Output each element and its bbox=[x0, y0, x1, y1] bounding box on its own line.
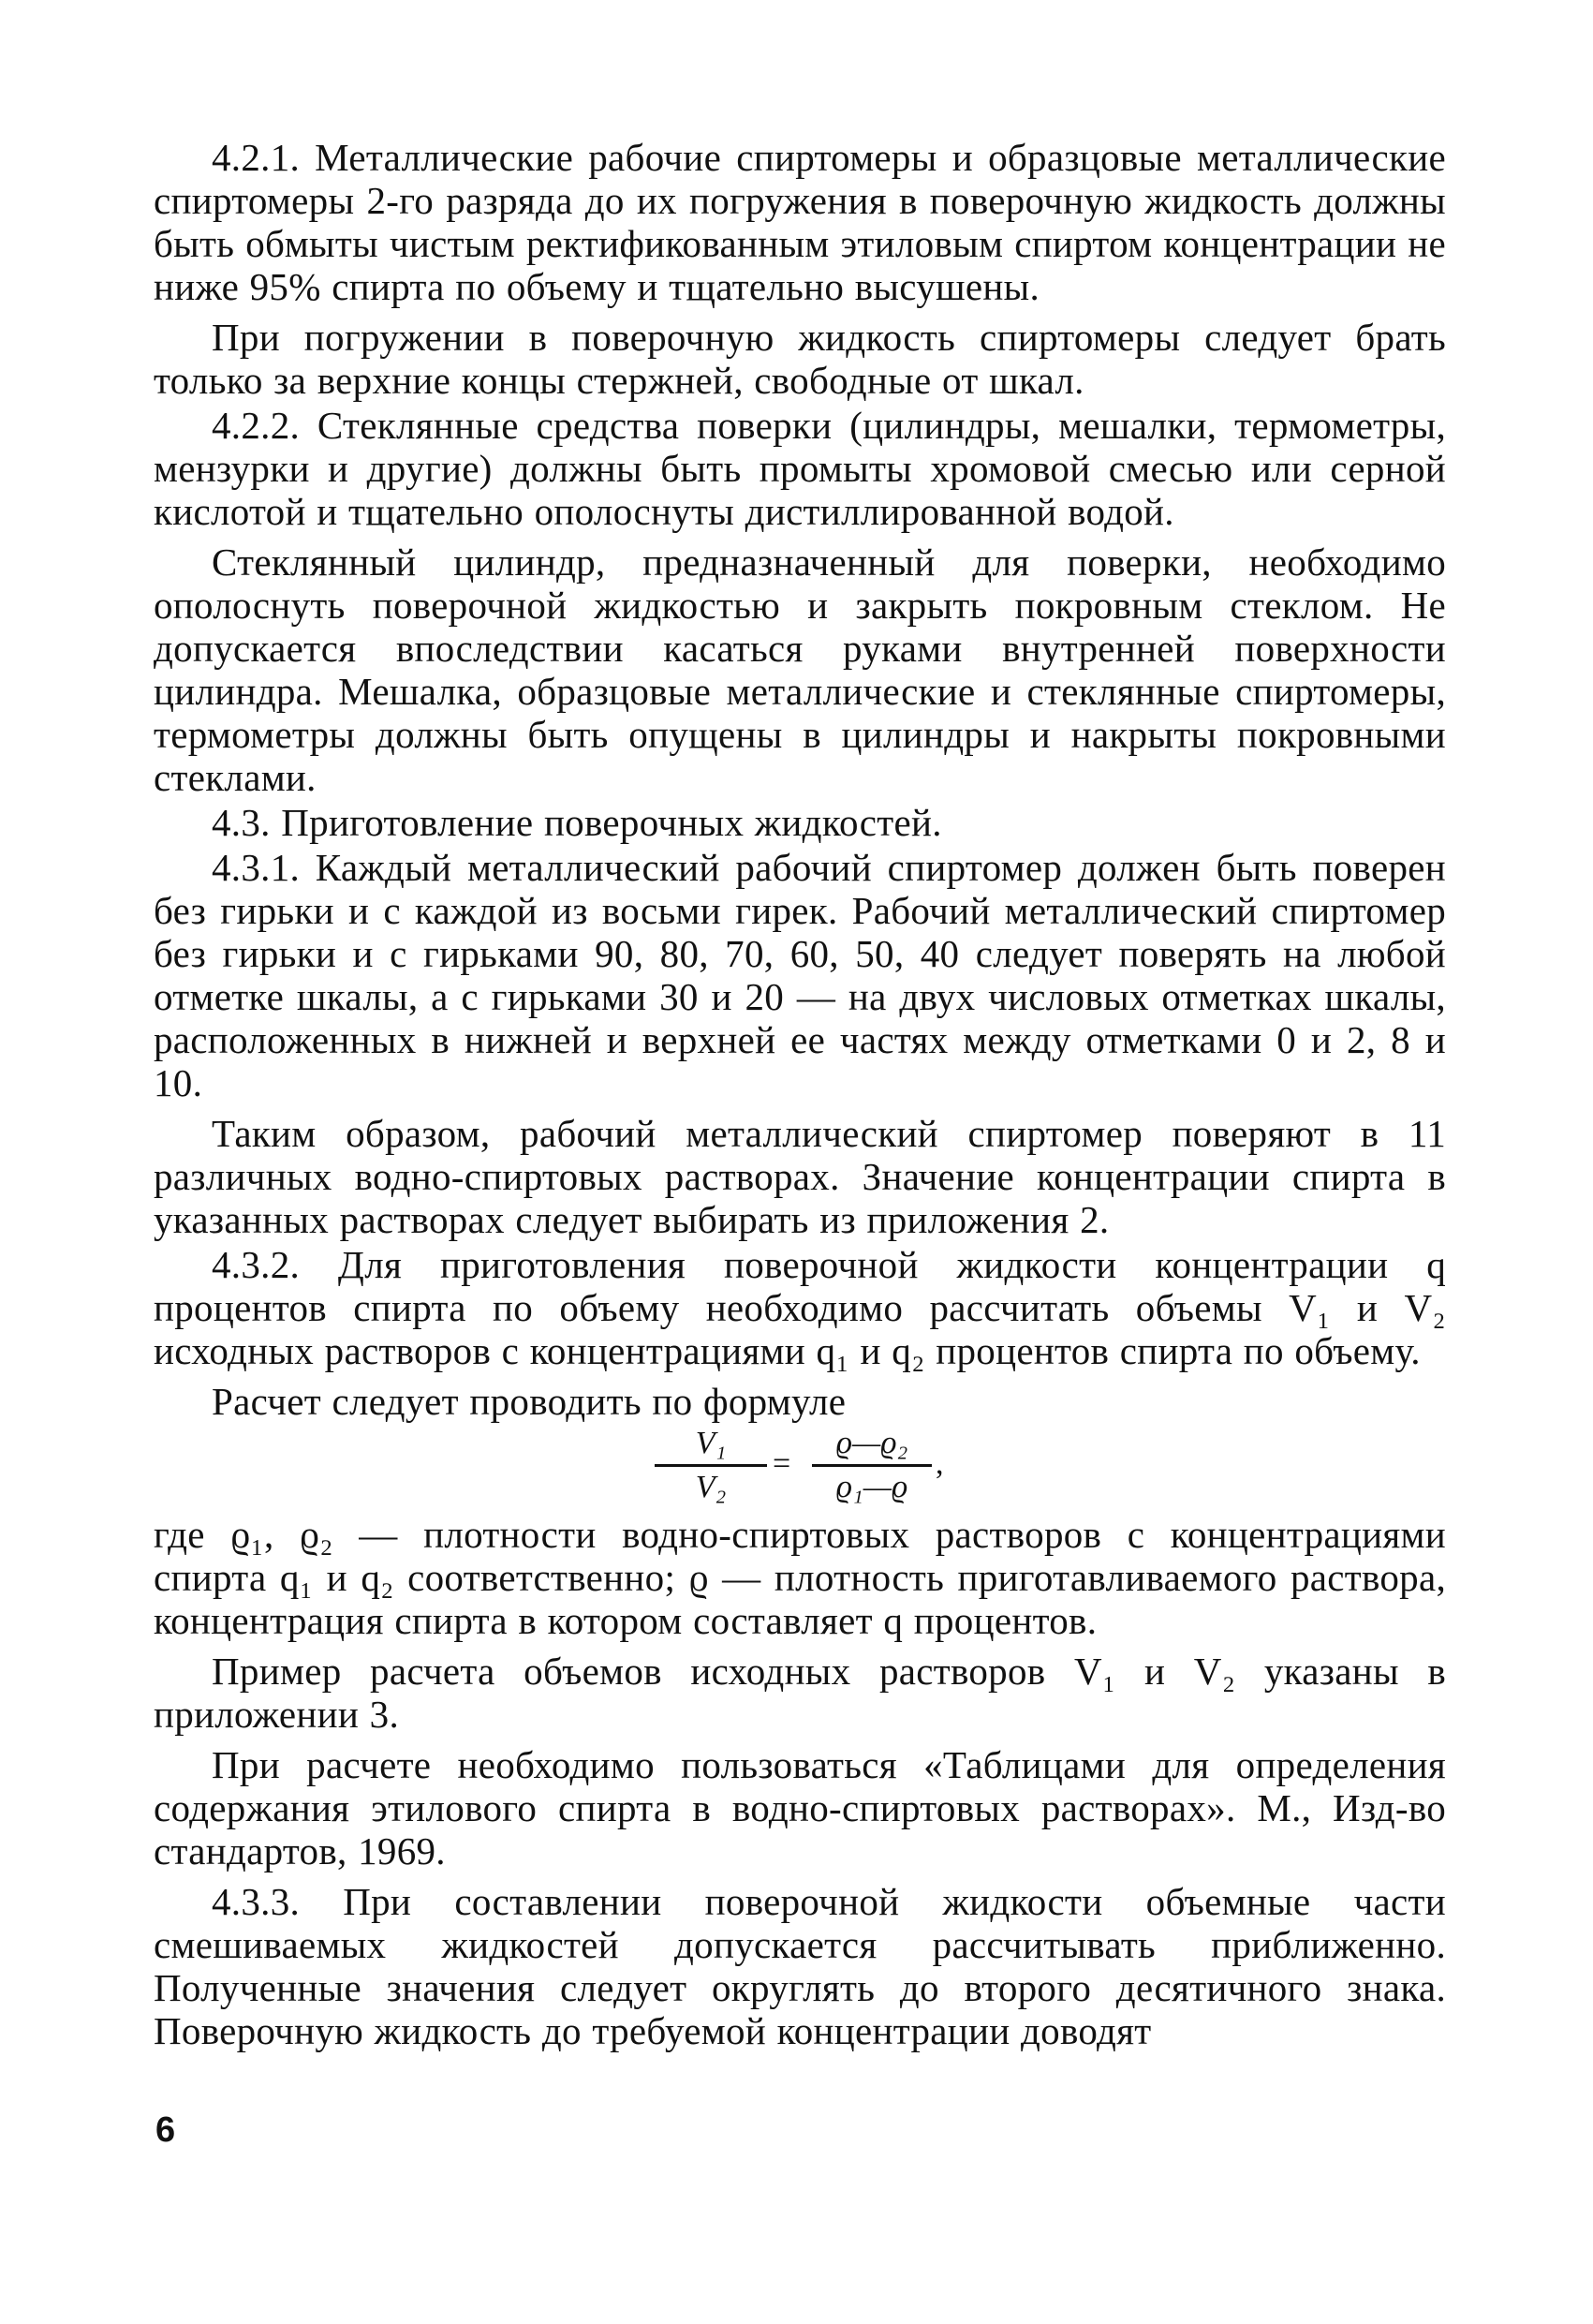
paragraph-cylinder-prep: Стеклянный цилиндр, предназначенный для поверки, необходимо ополоснуть поверочной жидкостью и закрыть покровным стеклом. Не допускается впоследствии касаться руками внутренней поверхности цилиндра. Мешалка, образцовые металлические и стеклянные спиртомеры, термометры должны быть опущены в цилиндры и накрыты покровными стеклами. bbox=[154, 540, 1446, 799]
paragraph-4-3-2: 4.3.2. Для приготовления поверочной жидкости концентрации q процентов спирта по объему необходимо рассчитать объемы V₁ и V₂ исходных растворов с концентрациями q₁ и q₂ процентов спирта по объему. bbox=[154, 1243, 1446, 1372]
paragraph-4-3-1: 4.3.1. Каждый металлический рабочий спиртомер должен быть поверен без гирьки и с каждой из восьми гирек. Рабочий металлический спиртомер без гирьки и с гирьками 90, 80, 70, 60, 50, 40 следует поверять на любой отметке шкалы, а с гирьками 30 и 20 — на двух числовых отметках шкалы, расположенных в нижней и верхней ее частях между отметками 0 и 2, 8 и 10. bbox=[154, 846, 1446, 1104]
formula-equals-sign: = bbox=[773, 1446, 791, 1481]
left-denominator: V₂ bbox=[695, 1470, 727, 1504]
page-number: 6 bbox=[155, 2110, 176, 2150]
paragraph-formula-intro: Расчет следует проводить по формуле bbox=[212, 1380, 847, 1423]
paragraph-immersion-note: При погружении в поверочную жидкость спиртомеры следует брать только за верхние концы стержней, свободные от шкал. bbox=[154, 316, 1446, 402]
volume-ratio-formula bbox=[655, 1425, 954, 1513]
document-content bbox=[154, 136, 1446, 2052]
right-denominator: ϱ₁—ϱ bbox=[835, 1470, 908, 1504]
right-numerator: ϱ—ϱ₂ bbox=[835, 1426, 908, 1460]
paragraph-4-2-2: 4.2.2. Стеклянные средства поверки (цилиндры, мешалки, термометры, мензурки и другие) должны быть промыты хромовой смесью или серной кислотой и тщательно ополоснуты дистиллированной водой. bbox=[154, 404, 1446, 533]
paragraph-density-definitions: где ϱ₁, ϱ₂ — плотности водно-спиртовых растворов с концентрациями спирта q₁ и q₂ соответственно; ϱ — плотность приготавливаемого раствора, концентрация спирта в котором составляет q процентов. bbox=[154, 1513, 1446, 1642]
left-fraction-bar bbox=[655, 1464, 767, 1467]
paragraph-tables-reference: При расчете необходимо пользоваться «Таблицами для определения содержания этилового спирта в водно-спиртовых растворах». М., Изд-во стандартов, 1969. bbox=[154, 1743, 1446, 1873]
paragraph-4-3: 4.3. Приготовление поверочных жидкостей. bbox=[212, 801, 942, 844]
paragraph-4-2-1: 4.2.1. Металлические рабочие спиртомеры и образцовые металлические спиртомеры 2-го разряда до их погружения в поверочную жидкость должны быть обмыты чистым ректификованным этиловым спиртом концентрации не ниже 95% спирта по объему и тщательно высушены. bbox=[154, 136, 1446, 308]
paragraph-eleven-solutions: Таким образом, рабочий металлический спиртомер поверяют в 11 различных водно-спиртовых растворах. Значение концентрации спирта в указанных растворах следует выбирать из приложения 2. bbox=[154, 1112, 1446, 1241]
right-fraction-bar bbox=[812, 1464, 932, 1467]
left-numerator: V₁ bbox=[695, 1426, 727, 1460]
formula-comma: , bbox=[936, 1446, 944, 1481]
paragraph-4-3-3: 4.3.3. При составлении поверочной жидкости объемные части смешиваемых жидкостей допускается рассчитывать приближенно. Полученные значения следует округлять до второго десятичного знака. Поверочную жидкость до требуемой концентрации доводят bbox=[154, 1880, 1446, 2052]
left-fraction bbox=[655, 1425, 767, 1504]
right-fraction bbox=[812, 1425, 932, 1504]
formula-row bbox=[154, 1425, 1446, 1513]
paragraph-example-reference: Пример расчета объемов исходных растворов V₁ и V₂ указаны в приложении 3. bbox=[154, 1650, 1446, 1736]
